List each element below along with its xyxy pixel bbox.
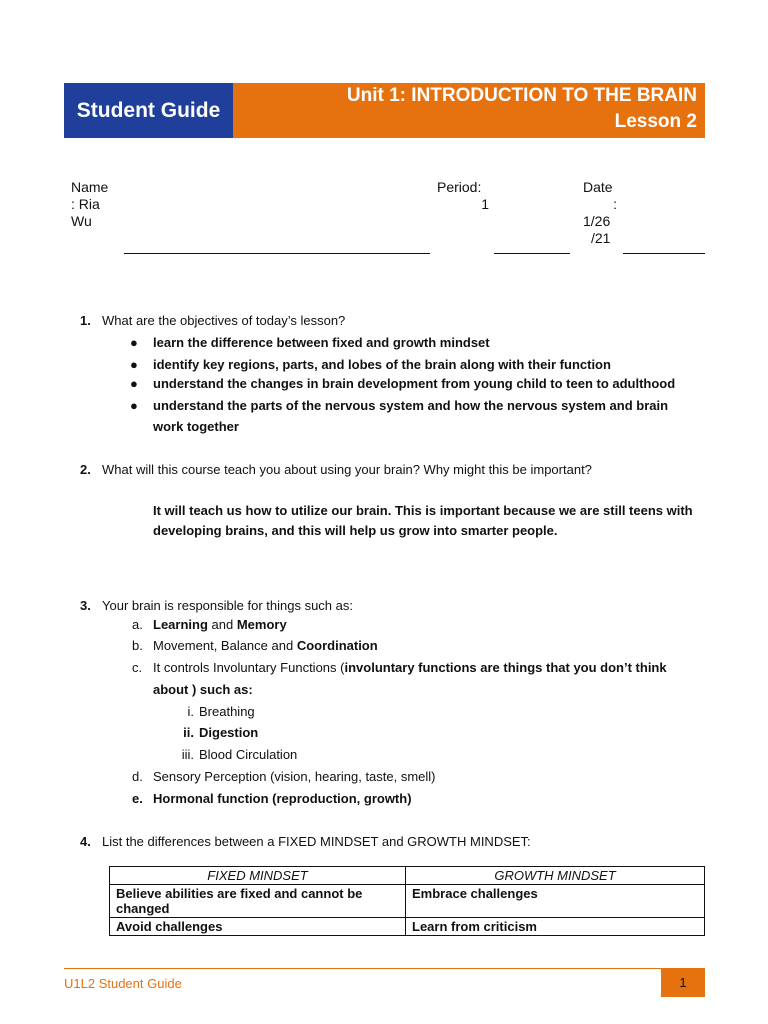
item-a: a. Learning and Memory xyxy=(132,617,287,632)
date-value-2: /21 xyxy=(591,230,611,246)
question-4: 4. List the differences between a FIXED MINDSET and GROWTH MINDSET: xyxy=(80,834,531,849)
question-3-text: Your brain is responsible for things such as: xyxy=(102,598,353,613)
answer-2-line-2: developing brains, and this will help us grow into smarter people. xyxy=(153,523,558,538)
name-field xyxy=(71,179,108,230)
objective-4: ● understand the parts of the nervous system and how the nervous system and brain xyxy=(130,398,669,413)
footer-label: U1L2 Student Guide xyxy=(64,976,182,991)
question-1-text: What are the objectives of today’s lesson? xyxy=(102,313,346,328)
period-field xyxy=(437,179,489,213)
item-e: e. Hormonal function (reproduction, growth) xyxy=(132,791,412,806)
date-colon: : xyxy=(613,196,617,212)
table-header-row xyxy=(110,867,705,885)
item-ii: ii. Digestion xyxy=(183,725,259,740)
period-underline xyxy=(494,253,570,254)
lesson-title: Lesson 2 xyxy=(614,111,697,132)
fixed-mindset-header: FIXED MINDSET xyxy=(110,867,406,885)
fixed-cell: Believe abilities are fixed and cannot be changed xyxy=(110,885,406,918)
question-2-text: What will this course teach you about using your brain? Why might this be important? xyxy=(102,462,592,477)
period-value: 1 xyxy=(481,196,489,212)
page-number: 1 xyxy=(661,969,705,997)
item-i: i. Breathing xyxy=(187,704,255,719)
objective-3: ● understand the changes in brain development from young child to teen to adulthood xyxy=(130,376,676,391)
date-underline xyxy=(623,253,705,254)
objective-4-continued: work together xyxy=(153,419,239,434)
question-4-text: List the differences between a FIXED MINDSET and GROWTH MINDSET: xyxy=(102,834,531,849)
question-1: 1. What are the objectives of today’s lesson? xyxy=(80,313,346,328)
name-label: Name xyxy=(71,179,109,195)
name-value-2: Wu xyxy=(71,213,92,229)
growth-cell: Learn from criticism xyxy=(406,918,705,936)
table-row xyxy=(110,918,705,936)
date-value-1: 1/26 xyxy=(583,213,611,229)
item-b: b. Movement, Balance and Coordination xyxy=(132,638,378,653)
date-label: Date xyxy=(583,179,613,195)
item-iii: iii. Blood Circulation xyxy=(181,747,298,762)
unit-title: Unit 1: INTRODUCTION TO THE BRAIN xyxy=(346,85,697,106)
objective-2: ● identify key regions, parts, and lobes of the brain along with their function xyxy=(130,357,611,372)
footer-divider xyxy=(64,968,705,969)
question-3: 3. Your brain is responsible for things such as: xyxy=(80,598,353,613)
unit-banner xyxy=(233,83,705,138)
question-2: 2. What will this course teach you about using your brain? Why might this be important? xyxy=(80,462,592,477)
name-underline xyxy=(124,253,430,254)
date-field xyxy=(583,179,623,247)
item-d: d. Sensory Perception (vision, hearing, taste, smell) xyxy=(132,769,436,784)
item-c-continued: about ) such as: xyxy=(153,682,253,697)
table-row xyxy=(110,885,705,918)
student-guide-label: Student Guide xyxy=(64,83,233,138)
mindset-table xyxy=(109,866,705,936)
growth-cell: Embrace challenges xyxy=(406,885,705,918)
answer-2-line-1: It will teach us how to utilize our brain. This is important because we are still teens with xyxy=(153,503,693,518)
growth-mindset-header: GROWTH MINDSET xyxy=(406,867,705,885)
item-c: c. It controls Involuntary Functions (involuntary functions are things that you don’t think xyxy=(132,660,667,675)
period-label: Period: xyxy=(437,179,482,195)
name-value-1: : Ria xyxy=(71,196,100,212)
fixed-cell: Avoid challenges xyxy=(110,918,406,936)
title-banner xyxy=(64,83,705,138)
objective-1: ● learn the difference between fixed and growth mindset xyxy=(130,335,490,350)
